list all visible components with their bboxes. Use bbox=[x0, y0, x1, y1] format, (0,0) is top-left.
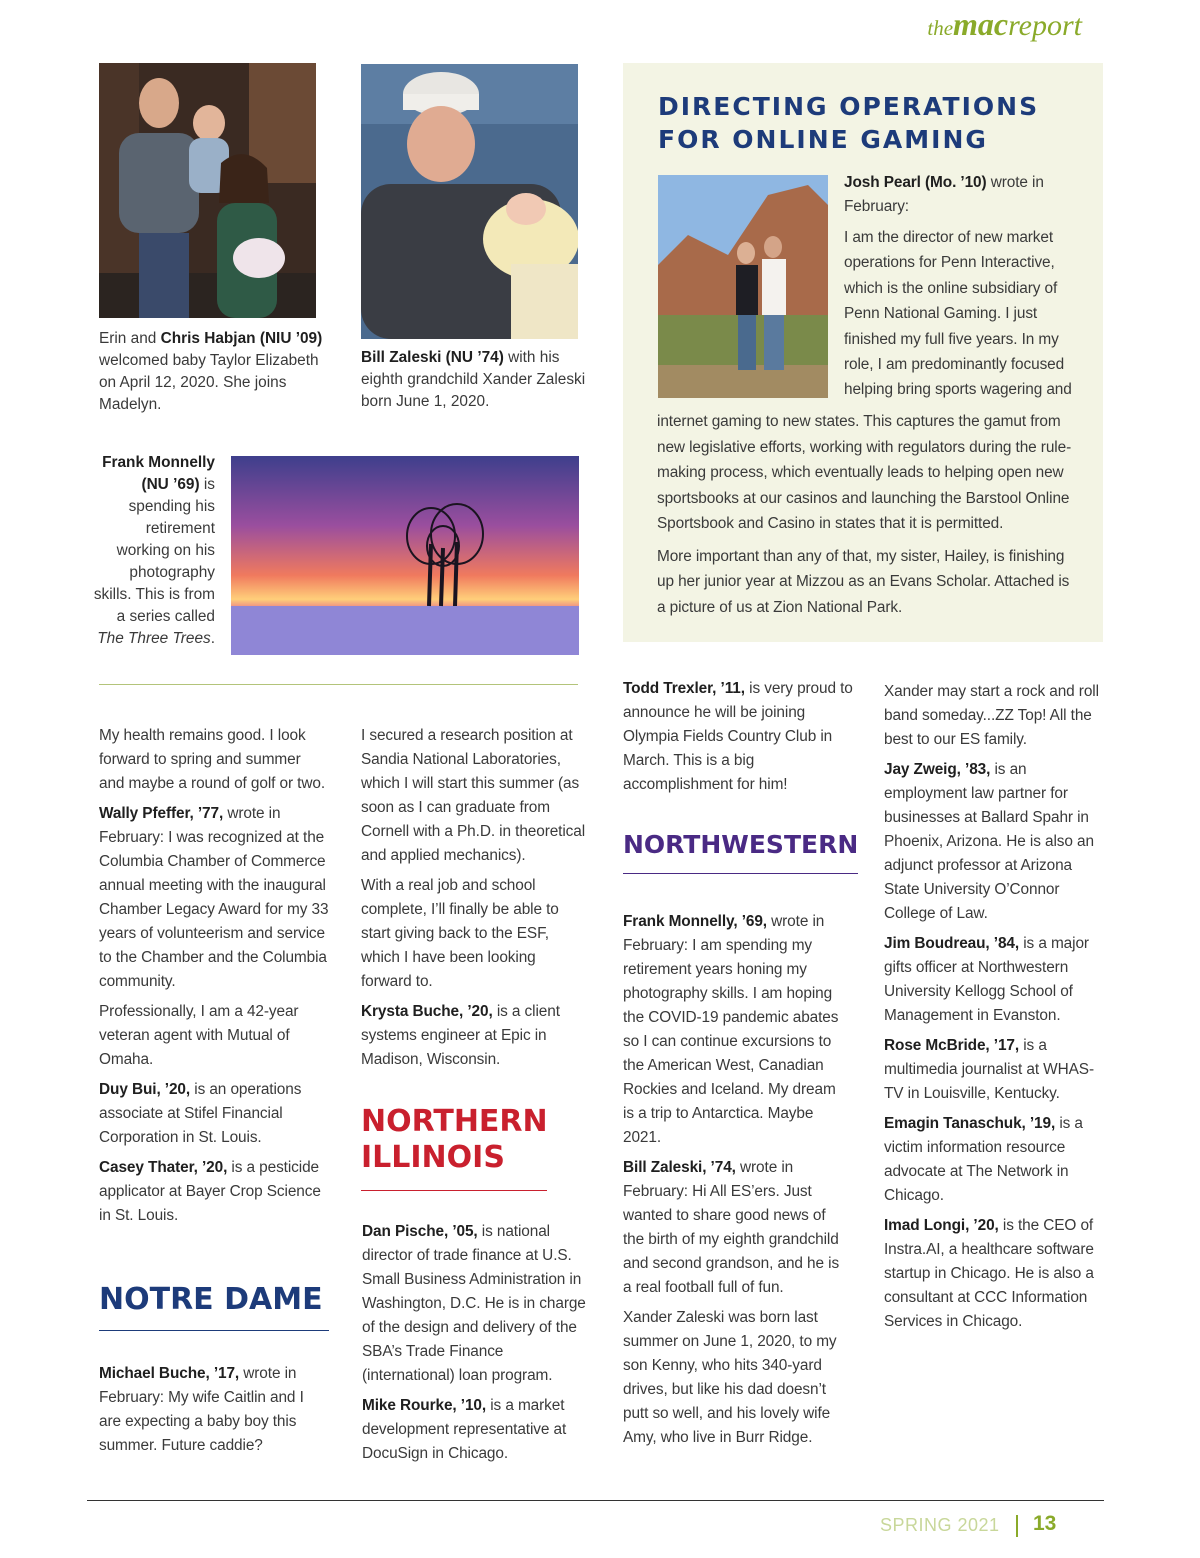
notre-dame-rule bbox=[99, 1330, 329, 1331]
buche-entry: Michael Buche, ’17, wrote in February: My wife Caitlin and I are expecting a baby boy this summer. Future caddie? bbox=[99, 1365, 304, 1454]
krysta-entry: Krysta Buche, ’20, is a client systems engineer at Epic in Madison, Wisconsin. bbox=[361, 1003, 560, 1068]
sidebar-title: DIRECTING OPERATIONS FOR ONLINE GAMING bbox=[658, 92, 1040, 154]
rourke-entry: Mike Rourke, ’10, is a market development representative at DocuSign in Chicago. bbox=[362, 1397, 567, 1462]
column-3 bbox=[623, 910, 848, 1456]
northwestern-rule bbox=[623, 873, 858, 874]
three-trees-photo bbox=[231, 456, 579, 655]
tanaschuk-entry: Emagin Tanaschuk, ’19, is a victim information resource advocate at The Network in Chicago. bbox=[884, 1115, 1083, 1204]
zaleski-entry: Bill Zaleski, ’74, wrote in February: Hi All ES’ers. Just wanted to share good news of the birth of my eighth grandchild and second grandson, and he is a real football full of fun. bbox=[623, 1159, 840, 1296]
page-number: 13 bbox=[1033, 1512, 1057, 1535]
zion-park-photo bbox=[658, 175, 828, 398]
zaleski-grandchild-photo bbox=[361, 64, 578, 339]
footer-separator bbox=[1016, 1515, 1018, 1537]
zaleski-caption: Bill Zaleski (NU ’74) with his eighth grandchild Xander Zaleski born June 1, 2020. bbox=[361, 349, 586, 410]
habjan-caption: Erin and Chris Habjan (NIU ’09) welcomed baby Taylor Elizabeth on April 12, 2020. She joins Madelyn. bbox=[99, 330, 323, 413]
column-4 bbox=[884, 680, 1100, 1340]
monnelly-caption: Frank Monnelly (NU ’69) is spending his retirement working on his photography skills. This is from a series called The Three Trees. bbox=[93, 454, 215, 647]
sidebar-continued bbox=[657, 409, 1077, 627]
zz-top-paragraph: Xander may start a rock and roll band someday...ZZ Top! All the best to our ES family. bbox=[884, 683, 1099, 748]
habjan-family-photo bbox=[99, 63, 316, 318]
notre-dame-heading: NOTRE DAME bbox=[99, 1282, 323, 1317]
trexler-entry: Todd Trexler, ’11, is very proud to announce he will be joining Olympia Fields Country Club in March. This is a big accomplishment for him! bbox=[623, 680, 853, 793]
habjan-name: Chris Habjan (NIU ’09) bbox=[160, 330, 323, 347]
sidebar-para2: More important than any of that, my sister, Hailey, is finishing up her junior year at Mizzou as an Evans Scholar. Attached is a picture of us at Zion National Park. bbox=[657, 547, 1070, 616]
column-2 bbox=[361, 724, 586, 1078]
josh-pearl-name: Josh Pearl (Mo. ’10) bbox=[844, 174, 987, 191]
monnelly-name: Frank Monnelly (NU ’69) bbox=[102, 454, 215, 493]
health-paragraph: My health remains good. I look forward to spring and summer and maybe a round of golf or two. bbox=[99, 727, 325, 792]
northern-illinois-rule bbox=[361, 1190, 547, 1191]
photo-section-divider bbox=[99, 684, 578, 685]
series-title: The Three Trees bbox=[97, 630, 211, 647]
sidebar-lead: Josh Pearl (Mo. ’10) wrote in February: I am the director of new market operations for Penn Interactive, which is the online subsidiary of Penn National Gaming. I just finished my full five years. In my role, I am predominantly focused helping bring sports wagering and bbox=[844, 171, 1080, 403]
bui-entry: Duy Bui, ’20, is an operations associate at Stifel Financial Corporation in St. Louis. bbox=[99, 1081, 302, 1146]
pische-entry: Dan Pische, ’05, is national director of trade finance at U.S. Small Business Administration in Washington, D.C. He is in charge of the design and delivery of the SBA’s Trade Finance (international) loan program. bbox=[362, 1223, 586, 1384]
pfeffer-entry: Wally Pfeffer, ’77, wrote in February: I was recognized at the Columbia Chamber of Commerce annual meeting with the inaugural Chamber Legacy Award for my 33 years of volunteerism and service to the Chamber and the Columbia community. bbox=[99, 805, 329, 990]
footer-rule bbox=[87, 1500, 1104, 1501]
northern-illinois-heading: NORTHERN ILLINOIS bbox=[361, 1104, 548, 1175]
sidebar-para1-start: I am the director of new market operations for Penn Interactive, which is the online subsidiary of Penn National Gaming. I just finished my full five years. In my role, I am predominantly focused helping bring sports wagering and bbox=[844, 229, 1072, 399]
xander-paragraph: Xander Zaleski was born last summer on June 1, 2020, to my son Kenny, who hits 340-yard drives, but like his dad doesn’t putt so well, and his lovely wife Amy, who live in Burr Ridge. bbox=[623, 1309, 837, 1446]
longi-entry: Imad Longi, ’20, is the CEO of Instra.AI, a healthcare software startup in Chicago. He is also a consultant at CCC Information Services in Chicago. bbox=[884, 1217, 1094, 1330]
mcbride-entry: Rose McBride, ’17, is a multimedia journalist at WHAS-TV in Louisville, Kentucky. bbox=[884, 1037, 1094, 1102]
thater-entry: Casey Thater, ’20, is a pesticide applicator at Bayer Crop Science in St. Louis. bbox=[99, 1159, 321, 1224]
column-2-bottom bbox=[362, 1220, 587, 1472]
zweig-entry: Jay Zweig, ’83, is an employment law partner for businesses at Ballard Spahr in Phoenix, Arizona. He is also an adjunct professor at Arizona State University O’Connor College of Law. bbox=[884, 761, 1094, 922]
mutual-omaha-paragraph: Professionally, I am a 42-year veteran agent with Mutual of Omaha. bbox=[99, 1003, 299, 1068]
footer-season: SPRING 2021 bbox=[880, 1515, 1000, 1535]
boudreau-entry: Jim Boudreau, ’84, is a major gifts officer at Northwestern University Kellogg School of Management in Evanston. bbox=[884, 935, 1089, 1024]
masthead-logo: themacreport bbox=[927, 6, 1082, 42]
column-1 bbox=[99, 724, 329, 1234]
sandia-paragraph: I secured a research position at Sandia National Laboratories, which I will start this summer (as soon as I can graduate from Cornell with a Ph.D. in theoretical and applied mechanics). bbox=[361, 727, 586, 864]
northwestern-heading: NORTHWESTERN bbox=[623, 830, 859, 859]
zaleski-name: Bill Zaleski (NU ’74) bbox=[361, 349, 504, 366]
sidebar-para1-end: internet gaming to new states. This captures the gamut from new legislative efforts, working with regulators during the rule-making process, which eventually leads to helping open new sportsbooks at our casinos and launching the Barstool Online Sportsbook and Casino in states that it is permitted. bbox=[657, 413, 1072, 532]
monnelly-entry: Frank Monnelly, ’69, wrote in February: I am spending my retirement years honing my photography skills. I am hoping the COVID-19 pandemic abates so I can continue excursions to the American West, Canadian Rockies and Iceland. My dream is a trip to Antarctica. Maybe 2021. bbox=[623, 913, 839, 1146]
esf-paragraph: With a real job and school complete, I’ll finally be able to start giving back to the ESF, which I have been looking forward to. bbox=[361, 877, 559, 990]
